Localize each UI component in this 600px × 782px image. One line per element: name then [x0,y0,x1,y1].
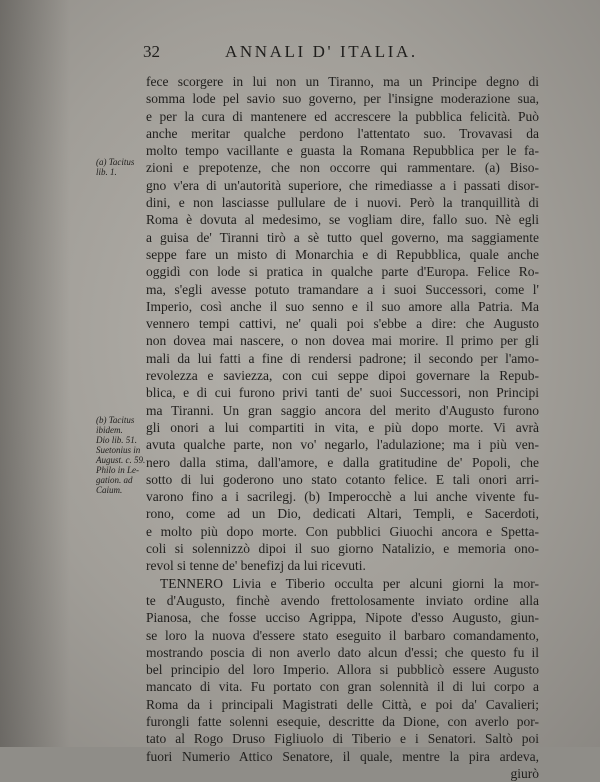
text-line: se loro la nuova d'essere stato eseguito il barbaro comandamento, [146,627,539,643]
margin-note-line: Philo in Le- [96,465,139,475]
text-line: tato al Rogo Druso Figliuolo di Tiberio e i Senatori. Saltò poi [146,731,539,747]
margin-note-line: gation. ad [96,475,133,485]
text-line: Roma è dovuta al medesimo, se vogliam dire, fallo suo. Nè egli [146,212,539,228]
text-line: varono fino a i sacrilegj. (b) Imperocchè a lui anche vivente fu- [146,489,539,505]
text-line: mali da lui fatti a fine di rendersi padrone; il secondo per l'amo- [146,350,539,366]
text-line: gli onori a lui compartiti in vita, e più dopo morte. Vi avrà [146,419,539,435]
text-line: ma Tiranni. Un gran saggio ancora del merito d'Augusto furono [146,402,539,418]
text-line: non dovea mai nascere, o non dovea mai morire. Il primo per gli [146,333,539,349]
margin-note-line: (a) Tacitus [96,157,135,167]
text-line: mostrando poscia di non averlo dato alcun d'essi; che questo fu il [146,644,539,660]
text-line: revolezza e saviezza, con cui seppe dipoi governare la Repub- [146,368,539,384]
page-header [143,42,543,62]
catchword: giurò [510,765,539,781]
text-line: TENNERO Livia e Tiberio occulta per alcuni giorni la mor- [160,575,539,591]
text-line: bel principio del loro Imperio. Allora si pubblicò essere Augusto [146,662,539,678]
text-line: oggidì con lode si pratica in qualche parte d'Europa. Felice Ro- [146,264,539,280]
text-line: gno v'era di un'autorità superiore, che rimediasse a i passati disor- [146,177,539,193]
margin-note-line: Dio lib. 51. [96,435,138,445]
text-line: sotto di lui goderono uno stato cotanto felice. E tali onori arri- [146,471,539,487]
text-line: zioni e prepotenze, che non occorre qui rammentare. (a) Biso- [146,160,539,176]
text-line: mancato di vita. Fu portato con gran solennità il di lui corpo a [146,679,539,695]
text-line: Pianosa, che fosse ucciso Agrippa, Nipote d'esso Augusto, giun- [146,610,539,626]
text-line: molto tempo vacillante e guasta la Romana Repubblica per le fa- [146,143,539,159]
margin-note-line: Caium. [96,485,123,495]
text-line: ma, s'egli avesse potuto tramandare a i suoi Successori, come l' [146,281,539,297]
text-line: e molto più dopo morte. Con pubblici Giuochi ancora e Spetta- [146,523,539,539]
page-fold-shadow [0,0,70,747]
margin-note-b [96,415,148,495]
text-line: blica, e di cui furono privi tanti de' suoi Successori, non Principi [146,385,539,401]
body-text [146,73,539,782]
margin-note-a [96,157,148,177]
text-line: furongli fatte solenni esequie, descritte da Dione, con averlo por- [146,713,539,729]
margin-note-line: lib. 1. [96,167,117,177]
text-line: te d'Augusto, finchè avendo frettolosamente inviato ordine alla [146,592,539,608]
page-number: 32 [143,42,160,61]
text-line: fuori Numerio Attico Senatore, il quale, mentre la pira ardeva, [146,748,539,764]
running-title: ANNALI D' ITALIA. [225,42,418,61]
text-line: e per la cura di mantenere ed accrescere la pubblica felicità. Può [146,108,539,124]
text-line: fece scorgere in lui non un Tiranno, ma un Principe degno di [146,74,539,89]
text-line: nero dalla stima, dall'amore, e dalla gratitudine de' Popoli, che [146,454,539,470]
text-line: revol si tenne de' benefizj da lui ricevuti. [146,558,366,574]
margin-note-line: ibidem. [96,425,123,435]
text-line: rono, come ad un Dio, dedicati Altari, Templi, e Sacerdoti, [146,506,539,522]
text-line: coli si solennizzò dipoi il suo giorno Natalizio, e memoria ono- [146,541,539,557]
text-line: anche meritar qualche perdono l'attentato suo. Trovavasi da [146,125,539,141]
text-line: vennero tempi cattivi, ne' quali poi s'ebbe a dire: che Augusto [146,316,539,332]
text-line: avuta qualche parte, non vo' negarlo, l'adulazione; ma i più ven- [146,437,539,453]
text-line: Imperio, così anche il suo senno e il suo amore alla Patria. Ma [146,298,539,314]
text-line: seppe fare un misto di Monarchia e di Repubblica, quale anche [146,246,539,262]
text-line: dini, e non lasciasse pullulare de i nuovi. Però la tranquillità di [146,195,539,211]
margin-note-line: August. c. 59. [96,455,146,465]
text-line: somma lode pel savio suo governo, per l'insigne moderazione sua, [146,91,539,107]
margin-note-line: Suetonius in [96,445,141,455]
text-line: a guisa de' Tiranni tirò a sè tutto quel governo, ma saggiamente [146,229,539,245]
margin-note-line: (b) Tacitus [96,415,135,425]
text-line: Roma da i principali Magistrati delle Città, e poi da' Cavalieri; [146,696,539,712]
